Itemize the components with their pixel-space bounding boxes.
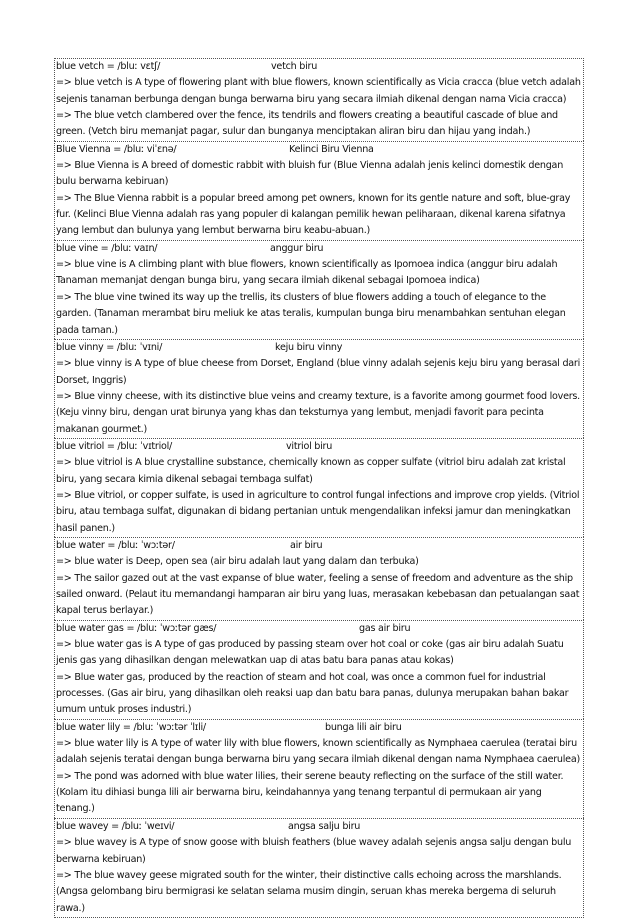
headword: blue vinny = /bluː ˈvɪni/ [56, 341, 163, 353]
example: => Blue water gas, produced by the reaction of steam and hot coal, was once a common fuel for industrial processes. (Gas air biru, yang dihasilkan oleh reaksi uap dan batu bara panas, dulunya merupakan bahan bakar umum untuk proses industri.) [56, 671, 569, 716]
definition: => blue water gas is A type of gas produced by passing steam over hot coal or coke (gas air biru adalah Suatu jenis gas yang dihasilkan dengan melewatkan uap di atas batu bara panas atau kokas) [56, 639, 564, 667]
headword: blue water lily = /bluː ˈwɔːtər ˈlɪli/ [56, 721, 206, 733]
entry-blue-vienna [54, 141, 584, 240]
entry-blue-vitriol [54, 438, 584, 537]
headword: blue water gas = /bluː ˈwɔːtər gæs/ [56, 622, 217, 634]
translation: bunga lili air biru [325, 721, 402, 733]
entry-blue-vetch [54, 58, 584, 141]
translation: gas air biru [359, 622, 411, 634]
example: => The blue vetch clambered over the fence, its tendrils and flowers creating a beautiful cascade of blue and green. (Vetch biru memanjat pagar, sulur dan bunganya menciptakan aliran biru dan hijau yang indah.) [56, 110, 558, 138]
entry-header [56, 819, 582, 835]
entry-header [56, 720, 582, 736]
entry-header [56, 439, 582, 455]
definition: => blue vitriol is A blue crystalline substance, chemically known as copper sulfate (vitriol biru adalah zat kristal biru, yang secara kimia dikenal sebagai tembaga sulfat) [56, 457, 566, 485]
entry-blue-water [54, 537, 584, 620]
headword: blue vetch = /bluː vɛtʃ/ [56, 61, 161, 72]
translation: angsa salju biru [288, 820, 361, 832]
entry-blue-vine [54, 240, 584, 339]
entry-header [56, 621, 582, 637]
headword: blue vitriol = /bluː ˈvɪtriol/ [56, 440, 173, 452]
example: => The blue vine twined its way up the trellis, its clusters of blue flowers adding a touch of elegance to the garden. (Tanaman merambat biru meliuk ke atas teralis, kumpulan bunga biru menambahkan sentuhan elegan pada taman.) [56, 291, 566, 336]
entry-header [56, 340, 582, 356]
translation: vitriol biru [286, 440, 333, 452]
example: => The sailor gazed out at the vast expanse of blue water, feeling a sense of freedom and adventure as the ship sailed onward. (Pelaut itu memandangi hamparan air biru yang luas, merasakan kebebasan dan petualangan saat kapal terus berlayar.) [56, 572, 580, 617]
example: => The blue wavey geese migrated south for the winter, their distinctive calls echoing across the marshlands. (Angsa gelombang biru bermigrasi ke selatan selama musim dingin, seruan khas mereka bergema di seluruh rawa.) [56, 869, 562, 914]
translation: anggur biru [270, 242, 324, 254]
entry-blue-vinny [54, 339, 584, 438]
entry-blue-water-gas [54, 620, 584, 719]
headword: blue water = /bluː ˈwɔːtər/ [56, 539, 175, 551]
dictionary-page [54, 58, 584, 918]
translation: air biru [290, 539, 323, 551]
definition: => blue vine is A climbing plant with blue flowers, known scientifically as Ipomoea indica (anggur biru adalah Tanaman memanjat dengan bunga biru, yang secara ilmiah dikenal sebagai Ipomoea indica) [56, 259, 558, 287]
definition: => Blue Vienna is A breed of domestic rabbit with bluish fur (Blue Vienna adalah jenis kelinci domestik dengan bulu berwarna kebiruan) [56, 160, 564, 188]
headword: blue vine = /bluː vaɪn/ [56, 242, 158, 254]
example: => The Blue Vienna rabbit is a popular breed among pet owners, known for its gentle nature and soft, blue-gray fur. (Kelinci Blue Vienna adalah ras yang populer di kalangan pemilik hewan peliharaan, dikenal karena sifatnya yang lembut dan bulunya yang lembut berwarna biru keabu-abuan.) [56, 192, 571, 237]
example: => The pond was adorned with blue water lilies, their serene beauty reflecting on the surface of the still water. (Kolam itu dihiasi bunga lili air berwarna biru, keindahannya yang tenang terpantul di permukaan air yang tenang.) [56, 770, 564, 815]
example: => Blue vitriol, or copper sulfate, is used in agriculture to control fungal infections and improve crop yields. (Vitriol biru, atau tembaga sulfat, digunakan di bidang pertanian untuk mengendalikan infeksi jamur dan meningkatkan hasil panen.) [56, 489, 580, 534]
definition: => blue wavey is A type of snow goose with bluish feathers (blue wavey adalah sejenis angsa salju dengan bulu berwarna kebiruan) [56, 837, 572, 865]
entry-header [56, 59, 582, 75]
example: => Blue vinny cheese, with its distinctive blue veins and creamy texture, is a favorite among gourmet food lovers. (Keju vinny biru, dengan urat birunya yang khas dan teksturnya yang lembut, menjadi favorit para pecinta makanan gourmet.) [56, 390, 580, 435]
definition: => blue water is Deep, open sea (air biru adalah laut yang dalam dan terbuka) [56, 556, 419, 568]
entry-header [56, 241, 582, 257]
headword: blue wavey = /bluː ˈweɪvi/ [56, 820, 175, 832]
entry-header [56, 142, 582, 158]
entry-header [56, 538, 582, 554]
translation: Kelinci Biru Vienna [289, 143, 374, 155]
headword: Blue Vienna = /bluː viˈɛnə/ [56, 143, 177, 155]
translation: keju biru vinny [275, 341, 343, 353]
entry-blue-water-lily [54, 719, 584, 818]
definition: => blue vetch is A type of flowering plant with blue flowers, known scientifically as Vicia cracca (blue vetch adalah sejenis tanaman berbunga dengan bunga berwarna biru yang secara ilmiah dikenal dengan nama Vicia cracca) [56, 77, 581, 105]
definition: => blue vinny is A type of blue cheese from Dorset, England (blue vinny adalah sejenis keju biru yang berasal dari Dorset, Inggris) [56, 358, 581, 386]
translation: vetch biru [271, 61, 318, 72]
definition: => blue water lily is A type of water lily with blue flowers, known scientifically as Nymphaea caerulea (teratai biru adalah sejenis teratai dengan bunga berwarna biru yang secara ilmiah dikenal dengan nama Nymphaea caerulea) [56, 738, 580, 766]
